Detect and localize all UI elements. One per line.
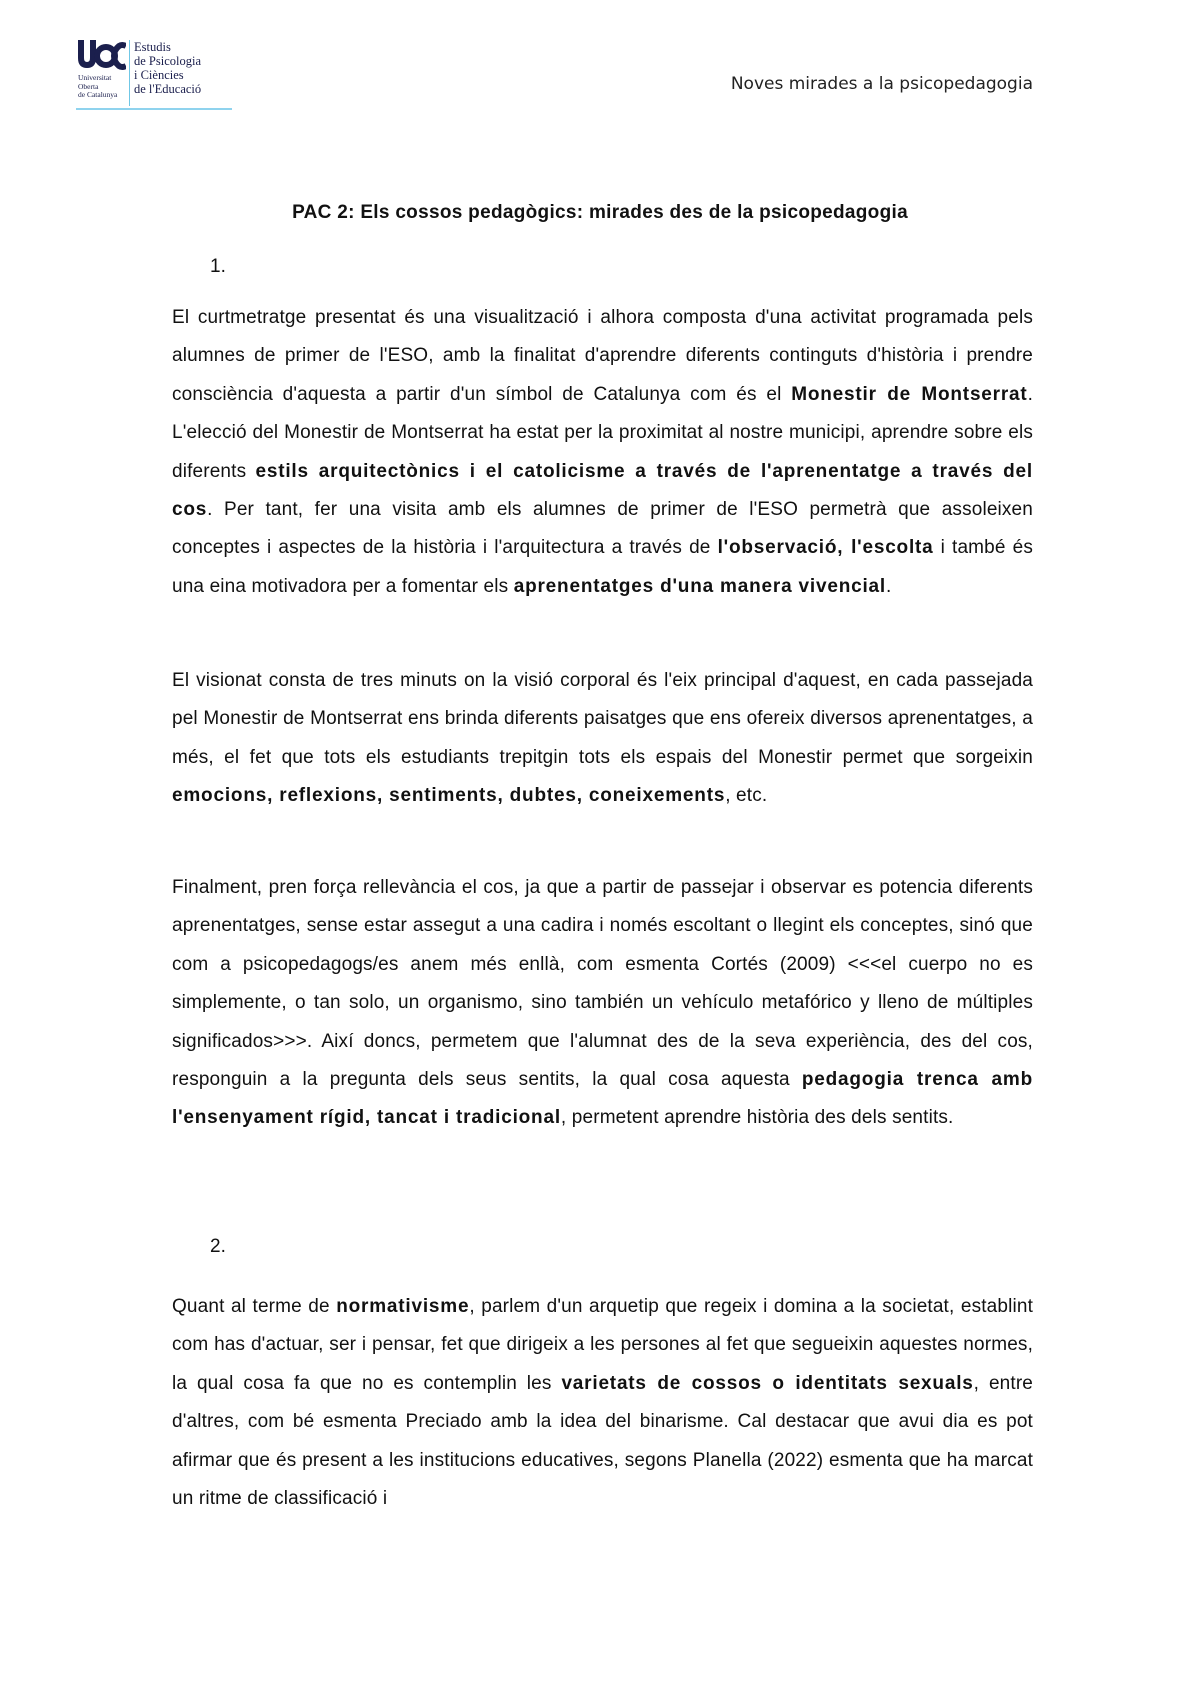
p1-text: . [886,575,892,597]
p1-bold: estils arquitectònics i el catolicisme a través de l'aprenentatge a través del cos [172,460,1033,521]
p1-text: El curtmetratge presentat és una visualització i alhora composta d'una activitat programada pels alumnes de primer de l'ESO, amb la finalitat d'aprendre diferents continguts d'història i prendre consciència d'aquesta a partir d'un símbol de Catalunya com és el [172,307,1033,405]
paragraph-1 [172,299,1033,606]
p4-text: Quant al terme de [172,1296,337,1317]
p1-text: . Per tant, fer una visita amb els alumnes de primer de l'ESO permetrà que assoleixen conceptes i aspectes de la història i l'arquitectura a través de [172,499,1033,559]
p2-text: , etc. [725,785,768,807]
paragraph-3 [172,869,1033,1138]
p2-text: El visionat consta de tres minuts on la visió corporal és l'eix principal d'aquest, en cada passejada pel Monestir de Montserrat ens brinda diferents paisatges que ens ofereix diversos aprenentatges, a més, el fet que tots els estudiants trepitgin tots els espais del Monestir permet que sorgeixin [172,670,1033,768]
p4-bold: normativisme [336,1296,470,1317]
running-title: Noves mirades a la psicopedagogia [730,74,1033,94]
section-number-1: 1. [210,256,226,277]
section-number-2: 2. [210,1236,226,1257]
p4-text: , parlem d'un arquetip que regeix i domina a la societat, establint com has d'actuar, ser i pensar, fet que dirigeix a les persones al fet que segueixin aquestes normes, la qual cosa fa que no es contemplin les [172,1296,1033,1394]
uoc-logo [76,38,232,110]
p1-bold: Monestir de Montserrat [791,383,1028,405]
p2-bold: emocions, reflexions, sentiments, dubtes, coneixements [172,785,726,807]
logo-separator [129,40,130,106]
p4-text: , entre d'altres, com bé esmenta Preciado amb la idea del binarisme. Cal destacar que avui dia es pot afirmar que és present a les institucions educatives, segons Planella (2022) esmenta que ha marcat un ritme de classificació i [172,1372,1034,1510]
p3-text: , permetent aprendre història des dels sentits. [560,1107,954,1129]
p4-bold: varietats de cossos o identitats sexuals [561,1372,974,1394]
p3-text: Finalment, pren força rellevància el cos, ja que a partir de passejar i observar es potencia diferents aprenentatges, sense estar assegut a una cadira i només escoltant o llegint els conceptes, sinó que com a psicopedagogs/es anem més enllà, com esmenta Cortés (2009) <<<el cuerpo no es simplemente, o tan solo, un organismo, sino también un vehículo metafórico y lleno de múltiples significados>>>. Així doncs, permetem que l'alumnat des de la seva experiència, des del cos, responguin a la pregunta dels seus sentits, la qual cosa aquesta [172,877,1033,1091]
paragraph-4 [172,1288,1033,1518]
logo-school-text: Estudis de Psicologia i Ciències de l'Educació [134,40,202,96]
paragraph-2 [172,662,1033,816]
p1-bold: aprenentatges d'una manera vivencial [513,575,887,597]
p3-bold: pedagogia trenca amb l'ensenyament rígid, tancat i tradicional [172,1069,1033,1129]
logo-underline [76,108,232,110]
document-title: PAC 2: Els cossos pedagògics: mirades des de la psicopedagogia [292,202,908,223]
p1-text: . L'elecció del Monestir de Montserrat ha estat per la proximitat al nostre municipi, aprendre sobre els diferents [172,383,1033,482]
p1-text: i també és una eina motivadora per a fomentar els [172,537,1033,597]
logo-university-text: Universitat Oberta de Catalunya [78,73,118,99]
p1-bold: l'observació, l'escolta [717,537,934,559]
